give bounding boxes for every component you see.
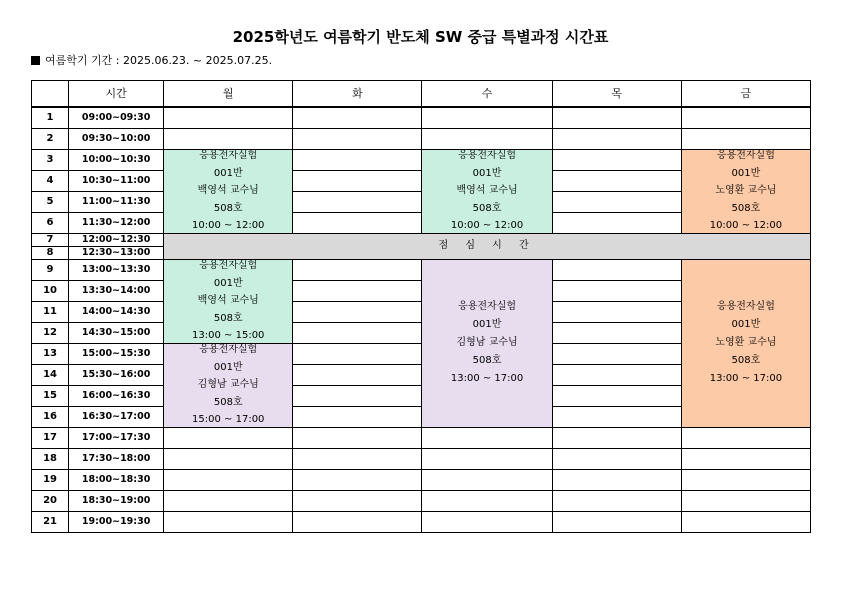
class-time: 10:00 ~ 12:00 [709,220,783,231]
row-number: 13 [32,343,69,364]
class-professor: 백영석 교수님 [456,185,518,196]
cell [293,280,422,301]
row-time: 11:30~12:00 [69,212,164,233]
class-section: 001반 [213,277,243,289]
row-number: 21 [32,511,69,532]
cell [681,128,810,149]
cell [293,212,422,233]
class-room: 508호 [213,202,243,214]
table-row [32,259,811,280]
row-number: 1 [32,107,69,128]
class-professor: 노영환 교수님 [715,337,777,348]
table-row [32,448,811,469]
cell [552,511,681,532]
cell [293,149,422,170]
class-block-mon-pm1 [164,259,293,343]
cell [164,107,293,128]
header-index [32,81,69,108]
class-section: 001반 [472,319,502,330]
cell [164,427,293,448]
class-time: 10:00 ~ 12:00 [192,220,265,231]
header-thu: 목 [552,81,681,108]
cell [552,469,681,490]
cell [422,448,552,469]
row-time: 16:30~17:00 [69,406,164,427]
cell [293,406,422,427]
class-block-wed-am [422,149,552,233]
row-number: 18 [32,448,69,469]
class-name: 응용전자실험 [199,260,258,271]
cell [293,364,422,385]
class-time: 13:00 ~ 17:00 [709,373,783,384]
cell [552,259,681,280]
square-bullet-icon [31,56,40,65]
row-number: 10 [32,280,69,301]
class-section: 001반 [731,167,761,179]
class-room: 508호 [731,355,761,366]
cell [552,427,681,448]
row-number: 14 [32,364,69,385]
row-number: 4 [32,170,69,191]
row-time: 09:00~09:30 [69,107,164,128]
row-number: 17 [32,427,69,448]
header-tue: 화 [293,81,422,108]
table-row [32,128,811,149]
cell [552,364,681,385]
cell [681,107,810,128]
class-section: 001반 [472,167,502,179]
row-number: 9 [32,259,69,280]
class-professor: 김형남 교수님 [197,379,259,390]
cell [293,322,422,343]
class-name: 응용전자실험 [199,344,258,355]
class-time: 13:00 ~ 15:00 [192,330,265,341]
row-time: 15:00~15:30 [69,343,164,364]
row-number: 3 [32,149,69,170]
cell [552,191,681,212]
class-room: 508호 [731,202,761,214]
table-row [32,490,811,511]
row-time: 18:30~19:00 [69,490,164,511]
cell [293,128,422,149]
row-time: 09:30~10:00 [69,128,164,149]
class-name: 응용전자실험 [716,150,775,161]
cell [422,427,552,448]
table-row [32,107,811,128]
class-block-fri-am [681,149,810,233]
cell [164,448,293,469]
class-time: 15:00 ~ 17:00 [192,414,265,425]
row-time: 13:00~13:30 [69,259,164,280]
row-time: 15:30~16:00 [69,364,164,385]
cell [681,490,810,511]
timetable [31,80,811,533]
row-number: 7 [32,233,69,246]
cell [293,490,422,511]
cell [293,191,422,212]
row-number: 2 [32,128,69,149]
row-time: 19:00~19:30 [69,511,164,532]
class-name: 응용전자실험 [458,150,517,161]
class-section: 001반 [731,319,761,330]
cell [164,511,293,532]
row-time: 10:30~11:00 [69,170,164,191]
cell [164,128,293,149]
cell [293,343,422,364]
row-time: 18:00~18:30 [69,469,164,490]
row-number: 20 [32,490,69,511]
class-name: 응용전자실험 [199,150,258,161]
lunch-break: 점 심 시 간 [164,233,811,259]
cell [293,170,422,191]
cell [552,280,681,301]
class-block-wed-pm [422,259,552,427]
header-fri: 금 [681,81,810,108]
class-room: 508호 [213,396,243,408]
cell [552,128,681,149]
cell [293,427,422,448]
class-room: 508호 [472,202,502,214]
cell [552,406,681,427]
header-wed: 수 [422,81,552,108]
row-time: 10:00~10:30 [69,149,164,170]
class-name: 응용전자실험 [458,301,517,312]
row-number: 15 [32,385,69,406]
class-room: 508호 [472,355,502,366]
row-number: 12 [32,322,69,343]
row-time: 17:30~18:00 [69,448,164,469]
cell [681,448,810,469]
table-row [32,511,811,532]
class-section: 001반 [213,361,243,373]
cell [552,322,681,343]
row-number: 19 [32,469,69,490]
cell [293,448,422,469]
cell [552,448,681,469]
period-text: 여름학기 기간 : 2025.06.23. ~ 2025.07.25. [45,54,273,67]
cell [552,343,681,364]
row-number: 6 [32,212,69,233]
cell [293,385,422,406]
class-professor: 백영석 교수님 [197,185,259,196]
row-number: 11 [32,301,69,322]
table-row [32,427,811,448]
row-time: 17:00~17:30 [69,427,164,448]
table-row [32,149,811,170]
row-number: 16 [32,406,69,427]
cell [422,490,552,511]
class-time: 13:00 ~ 17:00 [450,373,524,384]
class-professor: 백영석 교수님 [197,295,259,306]
cell [552,107,681,128]
cell [164,469,293,490]
cell [293,511,422,532]
cell [293,469,422,490]
header-time: 시간 [69,81,164,108]
row-time: 14:30~15:00 [69,322,164,343]
class-time: 10:00 ~ 12:00 [450,220,524,231]
cell [293,301,422,322]
table-row [32,469,811,490]
row-time: 13:30~14:00 [69,280,164,301]
cell [681,427,810,448]
cell [422,128,552,149]
header-row [32,81,811,108]
row-time: 16:00~16:30 [69,385,164,406]
row-number: 8 [32,246,69,259]
cell [422,511,552,532]
class-block-fri-pm [681,259,810,427]
table-row [32,233,811,246]
row-time: 14:00~14:30 [69,301,164,322]
row-time: 12:00~12:30 [69,233,164,246]
cell [293,259,422,280]
cell [552,170,681,191]
cell [552,490,681,511]
class-block-mon-am [164,149,293,233]
cell [552,149,681,170]
cell [552,301,681,322]
cell [422,107,552,128]
page-title: 2025학년도 여름학기 반도체 SW 중급 특별과정 시간표 [232,28,609,46]
class-professor: 노영환 교수님 [715,185,777,196]
header-mon: 월 [164,81,293,108]
cell [552,212,681,233]
class-name: 응용전자실험 [716,301,775,312]
cell [552,385,681,406]
row-time: 12:30~13:00 [69,246,164,259]
class-section: 001반 [213,167,243,179]
cell [293,107,422,128]
class-professor: 김형남 교수님 [456,337,518,348]
cell [164,490,293,511]
row-time: 11:00~11:30 [69,191,164,212]
row-number: 5 [32,191,69,212]
cell [681,469,810,490]
semester-period [31,52,272,68]
class-room: 508호 [213,312,243,324]
class-block-mon-pm2 [164,343,293,427]
cell [422,469,552,490]
cell [681,511,810,532]
